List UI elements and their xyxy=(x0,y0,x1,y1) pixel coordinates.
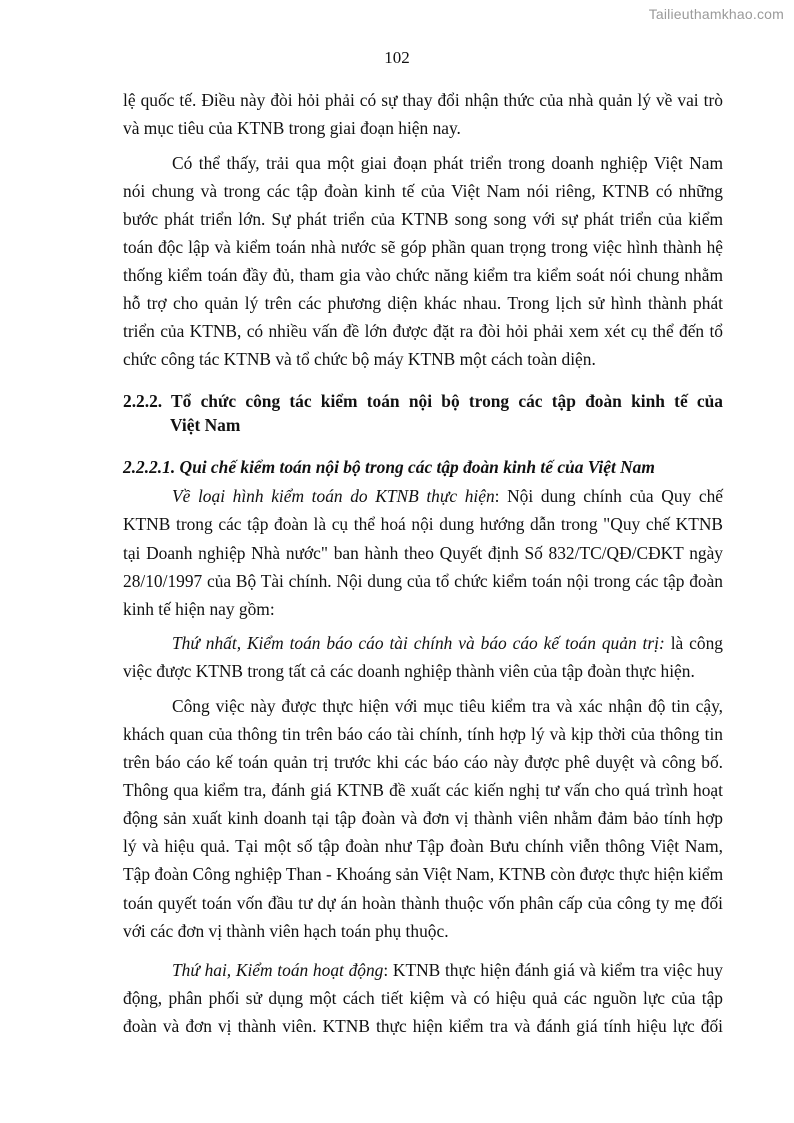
paragraph-line: với các đơn vị thành viên hạch toán phụ thuộc. xyxy=(123,921,449,941)
page-number: 102 xyxy=(384,48,410,67)
paragraph-line xyxy=(172,485,723,507)
paragraph-line: bước phát triển lớn. Sự phát triển của KTNB song song với sự phát triển của kiểm xyxy=(123,209,723,229)
paragraph-line: nói chung và trong các tập đoàn kinh tế của Việt Nam nói riêng, KTNB có những xyxy=(123,181,723,201)
paragraph-line: tại Doanh nghiệp Nhà nước" ban hành theo Quyết định Số 832/TC/QĐ/CĐKT ngày xyxy=(123,543,723,563)
subsection-heading: 2.2.2.1. Qui chế kiểm toán nội bộ trong các tập đoàn kinh tế của Việt Nam xyxy=(123,457,655,477)
paragraph-line: KTNB trong các tập đoàn là cụ thể hoá nội dung hướng dẫn trong "Quy chế KTNB xyxy=(123,514,723,534)
italic-lead: Thứ nhất, Kiểm toán báo cáo tài chính và báo cáo kế toán quản trị: xyxy=(172,633,665,653)
section-heading-continuation: Việt Nam xyxy=(170,415,241,435)
paragraph-line xyxy=(172,959,723,981)
paragraph-line: 28/10/1997 của Bộ Tài chính. Nội dung của tổ chức kiểm toán nội trong các tập đoàn xyxy=(123,571,723,591)
paragraph-line: Công việc này được thực hiện với mục tiêu kiểm tra và xác nhận độ tin cậy, xyxy=(172,696,723,716)
paragraph-line: trên báo cáo kế toán quản trị trước khi các báo cáo này được phê duyệt và công bố. xyxy=(123,752,723,772)
italic-lead: Thứ hai, Kiểm toán hoạt động xyxy=(172,960,384,980)
paragraph-line: động sản xuất kinh doanh tại tập đoàn và đơn vị thành viên nhằm đảm bảo tính hợp xyxy=(123,808,723,828)
line-text: là công xyxy=(664,633,723,653)
paragraph-line: toán độc lập và kiểm toán nhà nước sẽ góp phần quan trọng trong việc hình thành hệ xyxy=(123,237,723,257)
line-text: : KTNB thực hiện đánh giá và kiểm tra việc huy xyxy=(383,960,723,980)
paragraph-line: Có thể thấy, trải qua một giai đoạn phát triển trong doanh nghiệp Việt Nam xyxy=(172,153,723,173)
line-text: : Nội dung chính của Quy chế xyxy=(494,486,723,506)
paragraph-line: lệ quốc tế. Điều này đòi hỏi phải có sự thay đổi nhận thức của nhà quản lý về vai trò xyxy=(123,90,723,110)
paragraph-line: Thông qua kiểm tra, đánh giá KTNB đề xuất các kiến nghị tư vấn cho quá trình hoạt xyxy=(123,780,723,800)
paragraph-line: kinh tế hiện nay gồm: xyxy=(123,599,275,619)
paragraph-line: toán quyết toán vốn đầu tư dự án hoàn thành thuộc vốn phân cấp của công ty mẹ đối xyxy=(123,893,723,913)
section-heading: 2.2.2. Tổ chức công tác kiểm toán nội bộ trong các tập đoàn kinh tế của xyxy=(123,391,723,411)
paragraph-line: động, phân phối sử dụng một cách tiết kiệm và có hiệu quả các nguồn lực của tập xyxy=(123,988,723,1008)
paragraph-line: chức công tác KTNB và tổ chức bộ máy KTNB một cách toàn diện. xyxy=(123,349,596,369)
paragraph-line: lý và hiệu quả. Tại một số tập đoàn như Tập đoàn Bưu chính viễn thông Việt Nam, xyxy=(123,836,723,856)
paragraph-line: khách quan của thông tin trên báo cáo tài chính, tính hợp lý và kịp thời của thông tin xyxy=(123,724,723,744)
paragraph-line: thống kiểm toán đầy đủ, tham gia vào chức năng kiểm tra kiểm soát nói chung nhằm xyxy=(123,265,723,285)
paragraph-line: và mục tiêu của KTNB trong giai đoạn hiện nay. xyxy=(123,118,461,138)
paragraph-line: Tập đoàn Công nghiệp Than - Khoáng sản Việt Nam, KTNB còn được thực hiện kiểm xyxy=(123,864,724,884)
paragraph-line: việc được KTNB trong tất cả các doanh nghiệp thành viên của tập đoàn thực hiện. xyxy=(123,661,695,681)
paragraph-line: triển của KTNB, có nhiều vấn đề lớn được đặt ra đòi hỏi phải xem xét cụ thể đến tổ xyxy=(123,321,723,341)
paragraph-line: đoàn và đơn vị thành viên. KTNB thực hiện kiểm tra và đánh giá tính hiệu lực đối xyxy=(123,1016,723,1036)
watermark: Tailieuthamkhao.com xyxy=(648,6,784,22)
paragraph-line xyxy=(172,632,723,654)
italic-lead: Về loại hình kiểm toán do KTNB thực hiện xyxy=(172,486,495,506)
paragraph-line: hỗ trợ cho quản lý trên các phương diện khác nhau. Trong lịch sử hình thành phát xyxy=(123,293,723,313)
